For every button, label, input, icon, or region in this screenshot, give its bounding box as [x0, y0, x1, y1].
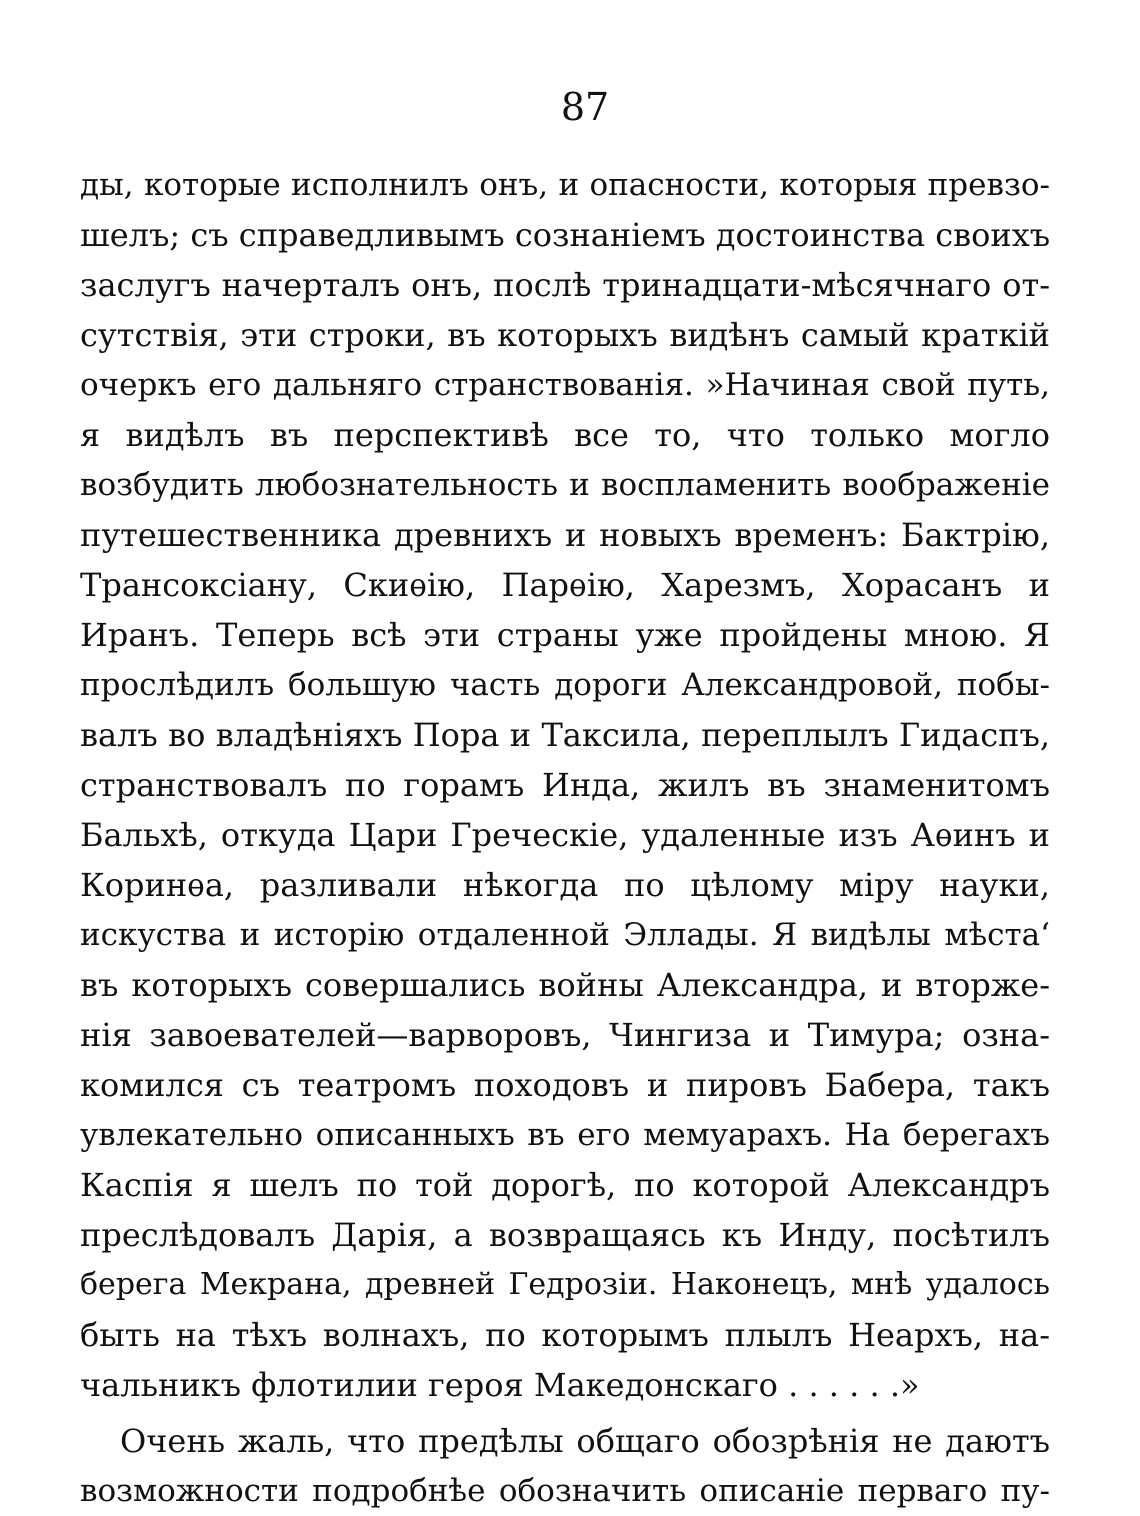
paragraph-1 — [80, 160, 1050, 1410]
text-line: быть на тѣхъ волнахъ, по которымъ плылъ Неархъ, на- — [80, 1316, 1050, 1354]
text-line: Очень жаль, что предѣлы общаго обозрѣнія не даютъ — [120, 1422, 1050, 1460]
text-line: Трансоксіану, Скиѳію, Парѳію, Харезмъ, Хорасанъ и — [80, 566, 1050, 604]
text-line: путешественника древнихъ и новыхъ временъ: Бактрію, — [80, 516, 1050, 554]
text-line: шелъ; съ справедливымъ сознаніемъ достоинства своихъ — [80, 216, 1050, 254]
text-line: сутствія, эти строки, въ которыхъ видѣнъ самый краткій — [80, 316, 1050, 354]
text-line: нія завоевателей—варворовъ, Чингиза и Тимура; озна- — [80, 1016, 1050, 1054]
text-line: очеркъ его дальняго странствованія. »Начиная свой путь, — [80, 367, 1050, 403]
text-line: Коринѳа, разливали нѣкогда по цѣлому міру науки, — [80, 866, 1050, 904]
text-line: Иранъ. Теперь всѣ эти страны уже пройдены мною. Я — [80, 616, 1050, 654]
text-line: въ которыхъ совершались войны Александра, и вторже- — [80, 966, 1050, 1004]
text-line: возможности подробнѣе обозначить описаніе перваго пу- — [80, 1473, 1050, 1509]
paragraph-2 — [80, 1416, 1050, 1516]
text-line: увлекательно описанныхъ въ его мемуарахъ. На берегахъ — [80, 1117, 1050, 1153]
text-line: Каспія я шелъ по той дорогѣ, по которой Александръ — [80, 1166, 1050, 1204]
text-line: странствовалъ по горамъ Инда, жилъ въ знаменитомъ — [80, 766, 1050, 804]
body-text — [80, 160, 1050, 1516]
text-line: ды, которые исполнилъ онъ, и опасности, которыя превзо- — [80, 167, 1050, 203]
text-line: валъ во владѣніяхъ Пора и Таксила, переплылъ Гидаспъ, — [80, 716, 1050, 754]
text-line: Бальхѣ, откуда Цари Греческіе, удаленные изъ Аѳинъ и — [80, 816, 1050, 854]
page-number: 87 — [560, 85, 610, 129]
text-line: заслугъ начерталъ онъ, послѣ тринадцати-мѣсячнаго от- — [80, 266, 1050, 304]
text-line: искуства и исторію отдаленной Эллады. Я видѣлы мѣста‘ — [80, 917, 1050, 953]
text-line: комился съ театромъ походовъ и пировъ Бабера, такъ — [80, 1066, 1050, 1104]
text-line: возбудить любознательность и воспламенить воображеніе — [80, 467, 1050, 503]
text-line: чальникъ флотилии героя Македонскаго . . . . . .» — [80, 1366, 920, 1404]
text-line: я видѣлъ въ перспективѣ все то, что только могло — [80, 416, 1050, 454]
text-line: прослѣдилъ большую часть дороги Александровой, побы- — [80, 667, 1050, 703]
text-line: преслѣдовалъ Дарія, а возвращаясь къ Инду, посѣтилъ — [80, 1216, 1050, 1254]
text-line: берега Мекрана, древней Гедрозіи. Наконецъ, мнѣ удалось — [80, 1267, 1050, 1302]
